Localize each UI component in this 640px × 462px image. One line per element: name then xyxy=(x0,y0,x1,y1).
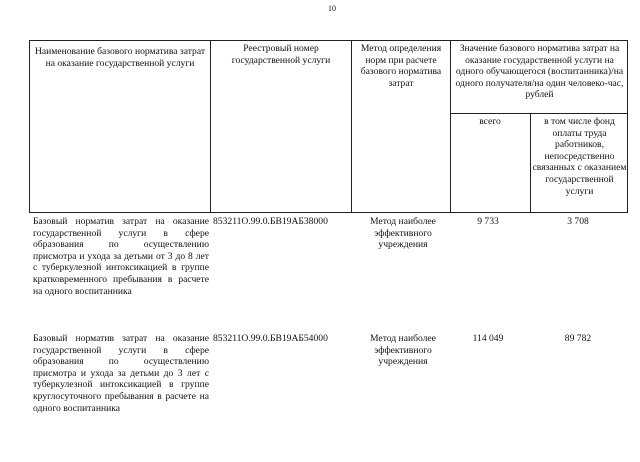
table-row-1-method: Метод наиболее эффективного учреждения xyxy=(370,216,436,251)
header-method: Метод определения норм при расчете базового норматива затрат xyxy=(360,43,442,89)
header-total: всего xyxy=(479,116,501,127)
table-row-1-name: Базовый норматив затрат на оказание государственной услуги в сфере образования по осуществлению присмотра и ухода за детьми от 3 до 8 лет с туберкулезной интоксикацией в группе кратковременного пребывания в расчете на одного воспитанника xyxy=(33,216,209,297)
header-subdivider xyxy=(450,113,628,114)
table-row-2-including-payroll: 89 782 xyxy=(564,333,592,344)
column-divider xyxy=(530,113,531,213)
table-row-2-name: Базовый норматив затрат на оказание государственной услуги в сфере образования по осуществлению присмотра и ухода за детьми до 3 лет с туберкулезной интоксикацией в группе круглосуточного пребывания в расчете на одного воспитанника xyxy=(33,333,209,414)
table-row-1-total: 9 733 xyxy=(477,216,499,227)
column-divider xyxy=(450,40,451,213)
header-including-payroll: в том числе фонд оплаты труда работников, непосредственно связанных с оказанием государственной услуги xyxy=(532,116,627,197)
header-name: Наименование базового норматива затрат на оказание государственной услуги xyxy=(34,46,206,69)
table-row-2-method: Метод наиболее эффективного учреждения xyxy=(370,333,436,368)
table-row-2-total: 114 049 xyxy=(472,333,504,344)
table-row-1-registry-number: 853211О.99.0.БВ19АБ38000 xyxy=(213,216,328,227)
column-divider xyxy=(210,40,211,213)
header-registry-number: Реестровый номер государственной услуги xyxy=(231,43,331,66)
table-row-2-registry-number: 853211О.99.0.БВ19АБ54000 xyxy=(213,333,328,344)
column-divider xyxy=(351,40,352,213)
table-row-1-including-payroll: 3 708 xyxy=(567,216,589,227)
header-value-group: Значение базового норматива затрат на оказание государственной услуги на одного обучающегося (воспитанника)/на одного получателя/на один человеко-час, рублей xyxy=(455,43,624,101)
page-number: 10 xyxy=(328,4,336,13)
